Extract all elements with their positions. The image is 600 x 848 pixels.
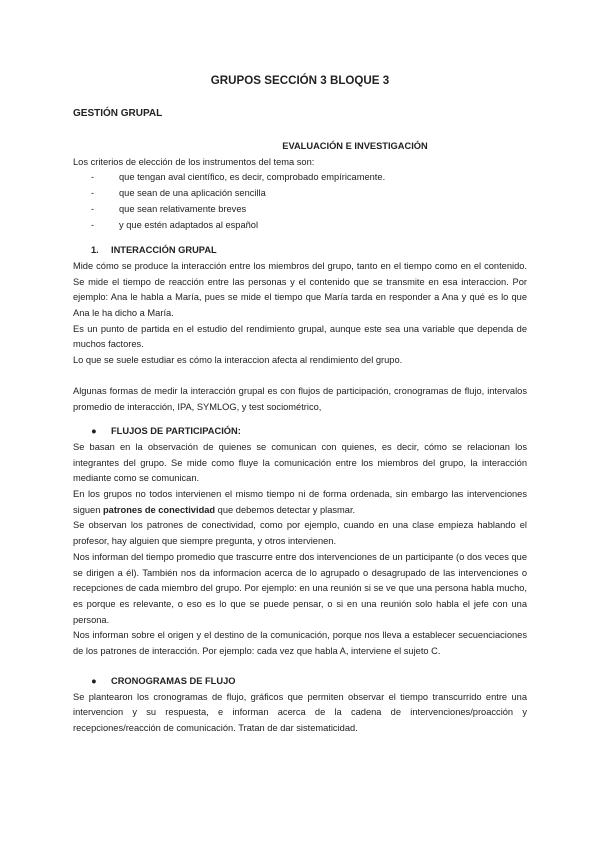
paragraph: Mide cómo se produce la interacción entre los miembros del grupo, tanto en el tiempo como en el contenido. Se mide el tiempo de reacción entre las personas y el contenido que se transmite en esa interaccion. Por ejemplo: Ana le habla a María, pues se mide el tiempo que María tarda en responder a Ana y qué es lo que Ana le ha dicho a María. (73, 260, 527, 319)
bullet-marker: ● (91, 426, 97, 437)
emphasis-text: patrones de conectividad (102, 504, 216, 515)
dash-marker: - (91, 188, 95, 199)
criteria-list (73, 170, 527, 233)
list-item: - que sean relativamente breves (91, 202, 527, 218)
paragraph: Se observan los patrones de conectividad, como por ejemplo, cuando en una clase empieza hablando el profesor, hay alguien que siempre pregunta, y otros intervienen. (73, 520, 527, 547)
paragraph: Es un punto de partida en el estudio del rendimiento grupal, aunque este sea una variable que dependa de muchos factores. (73, 323, 527, 350)
paragraph: Se basan en la observación de quienes se comunican con quienes, es decir, cómo se relacionan los integrantes del grupo. Se mide como fluye la comunicación entre los miembros del grupo, la interacción mediante como se comunican. (73, 441, 527, 484)
paragraph: Algunas formas de medir la interacción grupal es con flujos de participación, cronogramas de flujo, intervalos promedio de interacción, IPA, SYMLOG, y test sociométrico, (73, 385, 527, 412)
section-heading: EVALUACIÓN E INVESTIGACIÓN (282, 141, 428, 151)
list-item: - y que estén adaptados al español (91, 218, 527, 234)
bullet-marker: ● (91, 675, 97, 686)
dash-marker: - (91, 172, 95, 183)
intro-paragraph: Los criterios de elección de los instrumentos del tema son: (73, 156, 315, 167)
paragraph: Se plantearon los cronogramas de flujo, gráficos que permiten observar el tiempo transcurrido entre una intervencion y su respuesta, e informan acerca de la cadena de intervenciones/proacción y recepciones/reacción de comunicación. Tratan de dar sistematicidad. (73, 691, 527, 733)
list-item: - que sean de una aplicación sencilla (91, 186, 527, 202)
paragraph: Nos informan del tiempo promedio que trascurre entre dos intervenciones de un participante (o dos veces que se dirigen a él). También nos da informacion acerca de lo agrupado o desagrupado de las intervenciones o recepciones de cada miembro del grupo. Por ejemplo: en una reunión si se ve que una persona habla mucho, es porque es relevante, o eso es lo que se puede pensar, o si en una reunión solo habla el jefe con una persona. (73, 551, 527, 625)
paragraph: Lo que se suele estudiar es cómo la interaccion afecta al rendimiento del grupo. (73, 355, 403, 366)
heading-cronogramas-flujo: ● CRONOGRAMAS DE FLUJO (73, 674, 527, 690)
paragraph: En los grupos no todos intervienen el mismo tiempo ni de forma ordenada, sin embargo las intervenciones siguen patrones de conectividad que debemos detectar y plasmar. (73, 489, 527, 515)
list-item: - que tengan aval científico, es decir, comprobado empíricamente. (91, 170, 527, 186)
heading-interaccion-grupal: 1. INTERACCIÓN GRUPAL (73, 243, 527, 259)
dash-marker: - (91, 219, 95, 230)
document-title: GRUPOS SECCIÓN 3 BLOQUE 3 (210, 74, 390, 87)
paragraph: Nos informan sobre el origen y el destino de la comunicación, porque nos lleva a establecer secuenciaciones de los patrones de interacción. Por ejemplo: cada vez que habla A, interviene el sujeto C. (73, 630, 527, 657)
dash-marker: - (91, 203, 95, 214)
document-subtitle: GESTIÓN GRUPAL (73, 108, 163, 119)
document-body (73, 139, 527, 737)
heading-flujos-participacion: ● FLUJOS DE PARTICIPACIÓN: (73, 424, 527, 440)
heading-number: 1. (91, 245, 99, 256)
